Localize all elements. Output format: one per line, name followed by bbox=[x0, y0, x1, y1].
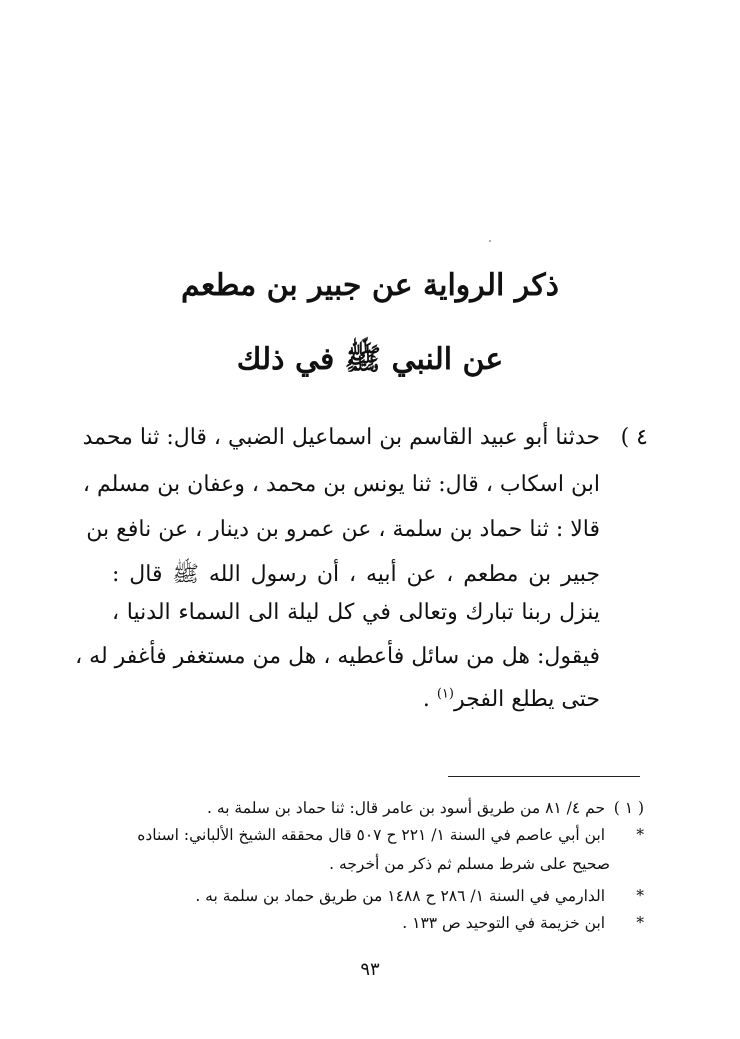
hadith-line-2: ابن اسكاب ، قال: ثنا يونس بن محمد ، وعفان بن مسلم ، bbox=[82, 472, 600, 497]
footnote-1-marker: ( ١ ) bbox=[613, 799, 644, 817]
hadith-line-5: ينزل ربنا تبارك وتعالى في كل ليلة الى السماء الدنيا ، bbox=[112, 600, 600, 625]
footnote-reference: (١) bbox=[436, 686, 454, 702]
footnote-3 bbox=[195, 885, 644, 907]
paper-speck bbox=[489, 240, 491, 242]
footnote-4-marker: * bbox=[636, 914, 644, 932]
hadith-line-4: جبير بن مطعم ، عن أبيه ، أن رسول الله ﷺ قال : bbox=[112, 562, 600, 587]
footnote-2-marker: * bbox=[636, 826, 644, 844]
footnote-1-text: حم ٤/ ٨١ من طريق أسود بن عامر قال: ثنا حماد بن سلمة به . bbox=[207, 799, 606, 817]
footnote-3-text: الدارمي في السنة ١/ ٢٨٦ ح ١٤٨٨ من طريق حماد بن سلمة به . bbox=[195, 887, 606, 905]
hadith-last-line-text: حتى يطلع الفجر bbox=[453, 687, 600, 712]
hadith-line-1: حدثنا أبو عبيد القاسم بن اسماعيل الضبي ، قال: ثنا محمد bbox=[82, 425, 600, 450]
footnote-2 bbox=[137, 824, 644, 846]
section-heading-line-2: عن النبي ﷺ في ذلك bbox=[236, 342, 504, 377]
hadith-line-6: فيقول: هل من سائل فأعطيه ، هل من مستغفر فأغفر له ، bbox=[75, 644, 600, 669]
page-number: ٩٣ bbox=[360, 959, 380, 980]
footnote-4 bbox=[402, 912, 644, 934]
footnote-2-text: ابن أبي عاصم في السنة ١/ ٢٢١ ح ٥٠٧ قال محققه الشيخ الألباني: اسناده bbox=[137, 826, 606, 844]
footnote-1 bbox=[207, 797, 644, 819]
footnote-4-text: ابن خزيمة في التوحيد ص ١٣٣ . bbox=[402, 914, 606, 932]
hadith-number: ٤ ) bbox=[620, 425, 648, 450]
section-heading-line-1: ذكر الرواية عن جبير بن مطعم bbox=[181, 268, 559, 303]
hadith-line-3: قالا : ثنا حماد بن سلمة ، عن عمرو بن دينار ، عن نافع بن bbox=[86, 517, 600, 542]
footnote-3-marker: * bbox=[636, 887, 644, 905]
footnote-separator bbox=[448, 776, 640, 777]
footnote-2-continuation: صحيح على شرط مسلم ثم ذكر من أخرجه . bbox=[329, 855, 610, 873]
hadith-last-line-end: . bbox=[422, 687, 437, 712]
hadith-line-7 bbox=[112, 685, 600, 715]
